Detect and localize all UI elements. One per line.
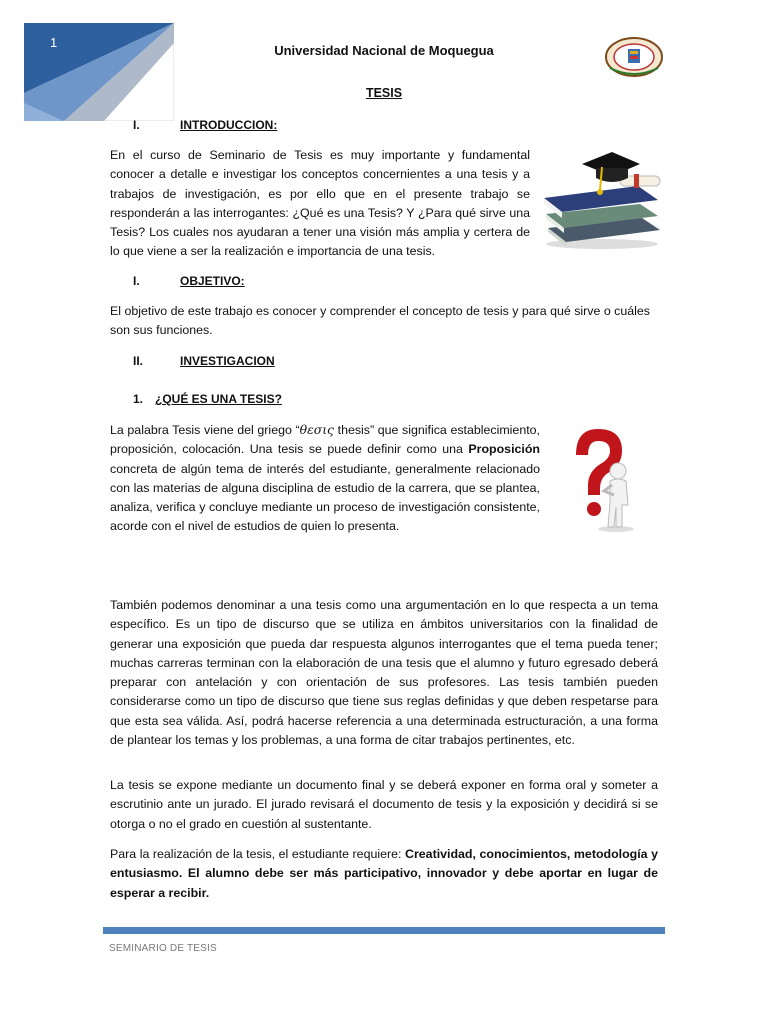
document-title: TESIS <box>365 86 403 100</box>
tambien-paragraph: También podemos denominar a una tesis como una argumentación en lo que respecta a un tema específico. Es un tipo de discurso que se utiliza en ámbitos universitarios con la finalidad de generar una exposición que pueda dar respuesta algunos interrogantes que el tema pueda tener; muchas carreras terminan con la elaboración de una tesis que el alumno y futuro egresado deberá preparar con antelación y con orientación de sus profesores. Las tesis también pueden considerarse como un tipo de discurso que tiene sus reglas definidas y que deben respetarse para que esta sea válida. Así, podrá hacerse referencia a una determinada estructuración, a una forma de plantear los temas y los problemas, a una forma de citar trabajos pertinentes, etc. <box>110 598 658 748</box>
footer-label: SEMINARIO DE TESIS <box>109 943 217 954</box>
greek-word: θεσις <box>299 422 334 437</box>
section-number: II. <box>133 354 144 368</box>
section-title: INTRODUCCION: <box>180 118 278 132</box>
section-number: I. <box>133 274 140 288</box>
section-title: OBJETIVO: <box>180 274 245 288</box>
requiere-bold-text: Creatividad, conocimientos, metodología y entusiasmo. El alumno debe ser más participativo, innovador y debe aportar en lugar de esperar a recibir. <box>110 847 658 900</box>
subsection-title: ¿QUÉ ES UNA TESIS? <box>155 392 282 406</box>
footer-rule <box>103 927 665 934</box>
intro-paragraph: En el curso de Seminario de Tesis es muy importante y fundamental conocer a detalle e investigar los conceptos concernientes a una tesis y a trabajos de investigación, es por ello que en el presente trabajo se responderán a las interrogantes: ¿Qué es una Tesis? Y ¿Para qué sirve una Tesis? Los cuales nos ayudaran a tener una visión más amplia y certera de lo que viene a ser la realización e importancia de una tesis. <box>110 148 530 259</box>
definicion-text-mid: thesis” que significa establecimiento, proposición, colocación. Una tesis se puede definir como una <box>110 423 540 457</box>
graduation-books-image <box>542 150 664 250</box>
definicion-bold-term: Proposición <box>468 442 540 457</box>
subsection-number: 1. <box>133 392 144 406</box>
definicion-text-end: concreta de algún tema de interés del estudiante, generalmente relacionado con las materias de alguna disciplina de estudio de la carrera, que se plantea, analiza, verifica y concluye mediante un proceso de investigación consistente, acorde con el nivel de estudios de quien lo presenta. <box>110 461 540 534</box>
university-seal-logo <box>604 36 664 78</box>
corner-decoration <box>24 23 174 121</box>
question-mark-figure-image <box>568 425 638 533</box>
expone-paragraph: La tesis se expone mediante un documento final y se deberá exponer en forma oral y someter a escrutinio ante un jurado. El jurado revisará el documento de tesis y la exposición y decidirá si se otorga o no el grado en cuestión al sustentante. <box>110 778 658 831</box>
section-number: I. <box>133 118 140 132</box>
university-name: Universidad Nacional de Moquegua <box>274 43 494 58</box>
definicion-text-start: La palabra Tesis viene del griego “ <box>110 423 300 437</box>
definicion-paragraph <box>110 420 540 537</box>
requiere-text: Para la realización de la tesis, el estudiante requiere: <box>110 847 406 861</box>
requiere-paragraph <box>110 845 658 903</box>
section-title: INVESTIGACION <box>180 354 275 368</box>
page-number: 1 <box>50 35 58 50</box>
objetivo-paragraph: El objetivo de este trabajo es conocer y comprender el concepto de tesis y para qué sirve o cuáles son sus funciones. <box>110 304 650 338</box>
